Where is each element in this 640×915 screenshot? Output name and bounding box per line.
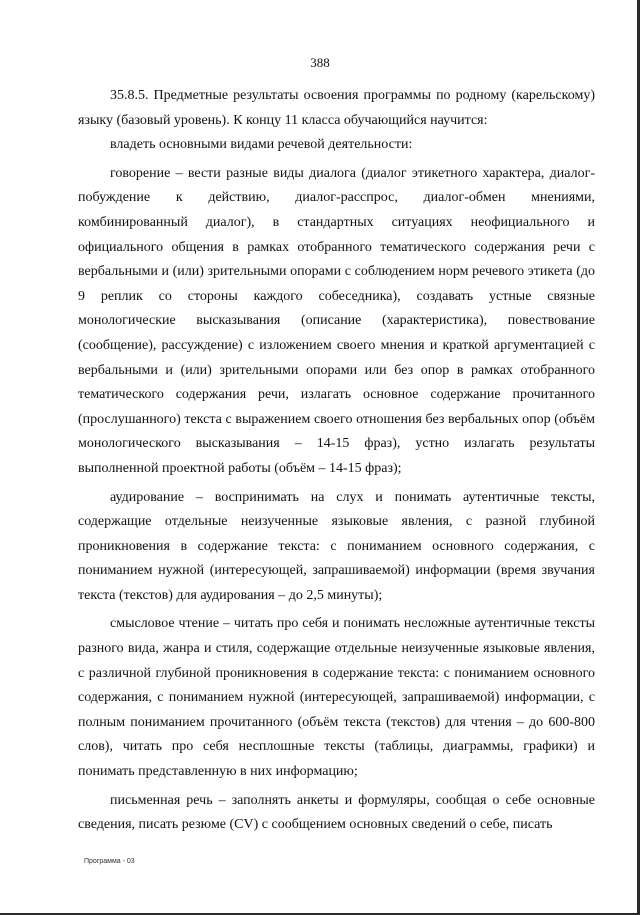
paragraph-speaking: говорение – вести разные виды диалога (диалог этикетного характера, диалог-побуждение к действию, диалог-расспрос, диалог-обмен мнениями, комбинированный диалог), в стандартных ситуациях неофициального и официального общения в рамках отобранного тематического содержания речи с вербальными и (или) зрительными опорами с соблюдением норм речевого этикета (до 9 реплик со стороны каждого собеседника), создавать устные связные монологические высказывания (описание (характеристика), повествование (сообщение), рассуждение) с изложением своего мнения и краткой аргументацией с вербальными и (или) зрительными опорами или без опор в рамках отобранного тематического содержания речи, излагать основное содержание прочитанного (прослушанного) текста с выражением своего отношения без вербальных опор (объём монологического высказывания – 14-15 фраз), устно излагать результаты выполненной проектной работы (объём – 14-15 фраз); [78,165,595,476]
page-number: 388 [310,55,330,70]
paragraph-section-heading: 35.8.5. Предметные результаты освоения программы по родному (карельскому) языку (базовый уровень). К концу 11 класса обучающийся научится: [78,88,595,128]
paragraph-writing: письменная речь – заполнять анкеты и формуляры, сообщая о себе основные сведения, писать резюме (CV) с сообщением основных сведений о себе, писать [78,792,595,833]
page-footer: Программа - 03 [84,858,135,865]
paragraph-listening: аудирование – воспринимать на слух и понимать аутентичные тексты, содержащие отдельные неизученные языковые явления, с разной глубиной проникновения в содержание текста: с пониманием основного содержания, с пониманием нужной (интересующей, запрашиваемой) информации (время звучания текста (текстов) для аудирования – до 2,5 минуты); [78,489,595,603]
paragraph-intro: владеть основными видами речевой деятельности: [110,137,413,153]
paragraph-reading: смысловое чтение – читать про себя и понимать несложные аутентичные тексты разного вида, жанра и стиля, содержащие отдельные неизученные языковые явления, с различной глубиной проникновения в содержание текста: с пониманием основного содержания, с пониманием нужной (интересующей, запрашиваемой) информации, с полным пониманием прочитанного (объём текста (текстов) для чтения – до 600-800 слов), читать про себя несплошные тексты (таблицы, диаграммы, графики) и понимать представленную в них информацию; [78,616,595,780]
body-text [78,84,595,838]
